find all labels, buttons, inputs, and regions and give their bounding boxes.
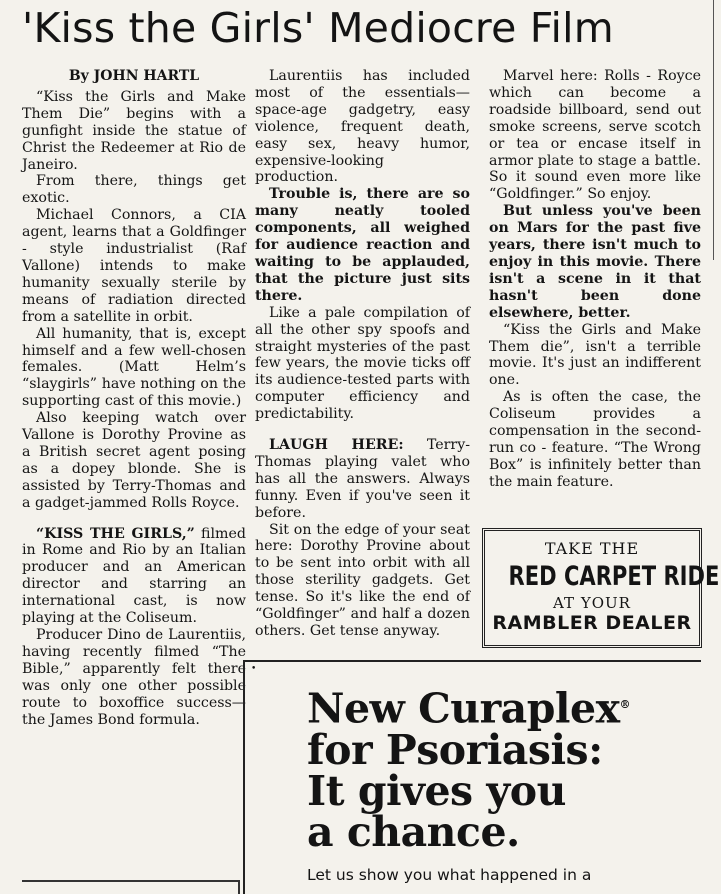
ad-carpet-line-1: TAKE THE xyxy=(544,539,640,558)
curaplex-line-4: a chance. xyxy=(307,807,520,856)
col1-subhead: “KISS THE GIRLS,” xyxy=(36,525,195,542)
curaplex-subtext: Let us show you what happened in a xyxy=(307,866,592,884)
curaplex-line-2: for Psoriasis: xyxy=(307,725,603,774)
col2-subhead: LAUGH HERE: xyxy=(269,437,404,454)
col1-paragraph-6-text: filmed in Rome and Rio by an Italian producer and an American director and starring an international cast, is now playing at the Coliseum. xyxy=(22,525,246,627)
col1-paragraph-3: Michael Connors, a CIA agent, learns that a Goldfinger - style industrialist (Raf Vallone) intends to make humanity sexually sterile by means of radiation directed from a satellite in orbit. xyxy=(22,207,246,325)
column-1 xyxy=(22,68,246,728)
col1-paragraph-1: “Kiss the Girls and Make Them Die” begins with a gunfight inside the statue of Christ the Redeemer at Rio de Janeiro. xyxy=(22,88,246,173)
col2-paragraph-4 xyxy=(255,437,470,522)
curaplex-ad xyxy=(243,660,701,894)
headline: 'Kiss the Girls' Mediocre Film xyxy=(22,4,614,52)
col2-paragraph-1: Laurentiis has included most of the essentials—space-age gadgetry, easy violence, frequent death, easy sex, heavy humor, expensive-looking production. xyxy=(255,68,470,186)
ad-carpet-line-4: RAMBLER DEALER xyxy=(492,612,692,634)
registered-mark: ® xyxy=(619,698,631,711)
col1-paragraph-6 xyxy=(22,526,246,627)
col2-paragraph-5: Sit on the edge of your seat here: Dorothy Provine about to be sent into orbit with all those sterility gadgets. Get tense. So it's like the end of “Goldfinger” and half a dozen others. Get tense anyway. xyxy=(255,521,470,639)
col1-paragraph-2: From there, things get exotic. xyxy=(22,173,246,207)
byline: By JOHN HARTL xyxy=(68,68,200,84)
col1-paragraph-5: Also keeping watch over Vallone is Dorothy Provine as a British secret agent posing as a dopey blonde. She is assisted by Terry-Thomas and a gadget-jammed Rolls Royce. xyxy=(22,410,246,511)
curaplex-line-1: New Curaplex xyxy=(307,684,620,733)
column-3 xyxy=(489,68,701,491)
col3-paragraph-3: “Kiss the Girls and Make Them die”, isn't a terrible movie. It's just an indifferent one. xyxy=(489,321,701,389)
col1-paragraph-7: Producer Dino de Laurentiis, having recently filmed “The Bible,” apparently felt there was only one other possible route to boxoffice success—the James Bond formula. xyxy=(22,627,246,728)
bottom-left-box-edge xyxy=(22,880,240,882)
col3-paragraph-4: As is often the case, the Coliseum provides a compensation in the second-run co - feature. “The Wrong Box” is infinitely better than the main feature. xyxy=(489,389,701,490)
red-carpet-ad xyxy=(482,528,720,648)
col2-paragraph-3: Like a pale compilation of all the other spy spoofs and straight mysteries of the past few years, the movie ticks off its audience-tested parts with computer efficiency and predictability. xyxy=(255,304,470,423)
curaplex-headline xyxy=(307,684,631,856)
ad-carpet-line-2: RED CARPET RIDE xyxy=(508,561,720,592)
curaplex-line-3: It gives you xyxy=(307,766,566,815)
col3-paragraph-1: Marvel here: Rolls - Royce which can become a roadside billboard, send out smoke screens, serve scotch or tea or encase itself in armor plate to stage a battle. So it sound even more like “Goldfinger.” So enjoy. xyxy=(489,68,701,203)
bottom-left-box-side xyxy=(238,880,240,894)
column-2 xyxy=(255,68,470,640)
ad-carpet-line-3: AT YOUR xyxy=(553,594,631,612)
col2-paragraph-2: Trouble is, there are so many neatly tooled components, all weighed for audience reaction and waiting to be applauded, that the picture just sits there. xyxy=(255,186,470,304)
col3-paragraph-2: But unless you've been on Mars for the past five years, there isn't much to enjoy in this movie. There isn't a scene in it that hasn't been done elsewhere, better. xyxy=(489,203,701,321)
col1-paragraph-4: All humanity, that is, except himself and a few well-chosen females. (Matt Helm’s “slaygirls” have nothing on the supporting cast of this movie.) xyxy=(22,325,246,410)
right-edge-rule xyxy=(713,0,714,260)
col2-paragraph-4-text: Terry-Thomas playing valet who has all the answers. Always funny. Even if you've seen it before. xyxy=(255,437,470,521)
ad-corner-dot: • xyxy=(251,664,257,674)
